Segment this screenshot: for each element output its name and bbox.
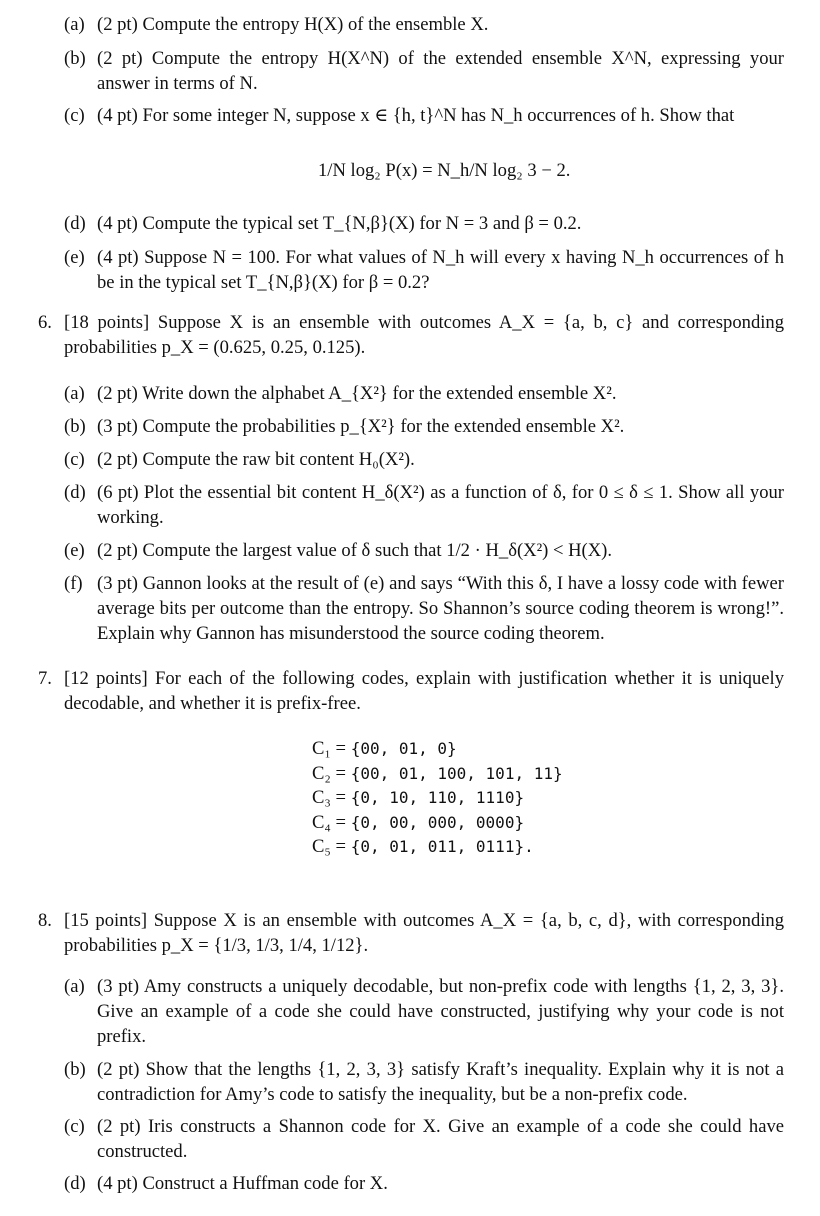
q6e <box>64 538 784 563</box>
q6b-text: (3 pt) Compute the probabilities p_{X²} for the extended ensemble X². <box>97 416 625 437</box>
q5d <box>64 211 784 236</box>
code-name: C₁ <box>312 738 331 759</box>
q6-number: 6. <box>38 312 52 333</box>
q8a <box>64 974 784 1049</box>
code-name: C₂ <box>312 762 331 784</box>
q8a-label: (a) <box>64 976 85 997</box>
q5e-text: (4 pt) Suppose N = 100. For what values of N_h will every x having N_h occurrences of h be in the typical set T_{N,β}(X) for β = 0.2? <box>97 247 784 293</box>
q6d <box>64 480 784 530</box>
code-value: {00, 01, 0} <box>350 739 457 758</box>
q7-text: [12 points] For each of the following codes, explain with justification whether it is uniquely decodable, and whether it is prefix-free. <box>64 668 784 714</box>
q5c <box>64 103 784 128</box>
q6-text: [18 points] Suppose X is an ensemble with outcomes A_X = {a, b, c} and corresponding probabilities p_X = (0.625, 0.25, 0.125). <box>64 312 784 358</box>
q6a-text: (2 pt) Write down the alphabet A_{X²} for the extended ensemble X². <box>97 383 617 404</box>
code-c5: C₅ = {0, 01, 011, 0111}. <box>312 836 534 857</box>
q5e-label: (e) <box>64 247 85 268</box>
q8 <box>38 908 784 958</box>
code-value: {0, 00, 000, 0000} <box>350 812 525 832</box>
q7-number: 7. <box>38 668 52 689</box>
q8d <box>64 1171 784 1196</box>
q6c-label: (c) <box>64 449 85 470</box>
q5b <box>64 46 784 96</box>
q8a-text: (3 pt) Amy constructs a uniquely decodable, but non-prefix code with lengths {1, 2, 3, 3}. Give an example of a code she could have constructed, justifying why your code is not prefix. <box>97 976 784 1047</box>
q7 <box>38 666 784 716</box>
q8d-label: (d) <box>64 1173 86 1194</box>
q5e <box>64 245 784 295</box>
q6 <box>38 310 784 360</box>
q6f <box>64 571 784 646</box>
q6d-text: (6 pt) Plot the essential bit content H_δ(X²) as a function of δ, for 0 ≤ δ ≤ 1. Show all your working. <box>97 482 784 528</box>
code-name: C₅ <box>312 836 331 857</box>
code-c3: C₃ = {0, 10, 110, 1110} <box>312 787 525 808</box>
q5d-text: (4 pt) Compute the typical set T_{N,β}(X) for N = 3 and β = 0.2. <box>97 213 582 234</box>
q6a <box>64 381 784 406</box>
q6f-text: (3 pt) Gannon looks at the result of (e) and says “With this δ, I have a lossy code with fewer average bits per outcome than the entropy. So Shannon’s source coding theorem is wrong!”. Explain why Gannon has misunderstood the source coding theorem. <box>97 573 784 644</box>
q8c-label: (c) <box>64 1116 85 1137</box>
q6b-label: (b) <box>64 416 86 437</box>
q5c-equation: 1/N log₂ P(x) = N_h/N log₂ 3 − 2. <box>318 160 571 181</box>
q5d-label: (d) <box>64 213 86 234</box>
q6e-label: (e) <box>64 540 85 561</box>
code-name: C₄ <box>312 811 331 833</box>
q8b <box>64 1057 784 1107</box>
q8d-text: (4 pt) Construct a Huffman code for X. <box>97 1173 388 1194</box>
code-value: {00, 01, 100, 101, 11} <box>350 763 563 783</box>
code-c4: C₄ = {0, 00, 000, 0000} <box>312 811 525 833</box>
code-c1: C₁ = {00, 01, 0} <box>312 738 457 759</box>
q5c-text: (4 pt) For some integer N, suppose x ∈ {h, t}^N has N_h occurrences of h. Show that <box>97 105 735 126</box>
q8c-text: (2 pt) Iris constructs a Shannon code for X. Give an example of a code she could have constructed. <box>97 1116 784 1162</box>
code-value: {0, 01, 011, 0111}. <box>350 837 534 856</box>
q6d-label: (d) <box>64 482 86 503</box>
code-value: {0, 10, 110, 1110} <box>350 788 525 807</box>
q6c-text: (2 pt) Compute the raw bit content H₀(X²). <box>97 449 415 470</box>
q6b <box>64 414 784 439</box>
q7-codes <box>312 737 563 860</box>
q8b-label: (b) <box>64 1059 86 1080</box>
q6f-label: (f) <box>64 573 83 594</box>
q5a-text: (2 pt) Compute the entropy H(X) of the ensemble X. <box>97 14 489 35</box>
q5a-label: (a) <box>64 14 85 35</box>
q8c <box>64 1114 784 1164</box>
q5c-label: (c) <box>64 105 85 126</box>
q5b-text: (2 pt) Compute the entropy H(X^N) of the extended ensemble X^N, expressing your answer in terms of N. <box>97 48 784 94</box>
code-c2: C₂ = {00, 01, 100, 101, 11} <box>312 762 563 784</box>
q5b-label: (b) <box>64 48 86 69</box>
q6c <box>64 447 784 472</box>
q8-text: [15 points] Suppose X is an ensemble with outcomes A_X = {a, b, c, d}, with corresponding probabilities p_X = {1/3, 1/3, 1/4, 1/12}. <box>64 910 784 956</box>
code-name: C₃ <box>312 787 331 808</box>
q6e-text: (2 pt) Compute the largest value of δ such that 1/2 · H_δ(X²) < H(X). <box>97 540 613 561</box>
q5a <box>64 12 784 37</box>
q8-number: 8. <box>38 910 52 931</box>
q8b-text: (2 pt) Show that the lengths {1, 2, 3, 3} satisfy Kraft’s inequality. Explain why it is not a contradiction for Amy’s code to satisfy the inequality, but be a non-prefix code. <box>97 1059 784 1105</box>
q6a-label: (a) <box>64 383 85 404</box>
